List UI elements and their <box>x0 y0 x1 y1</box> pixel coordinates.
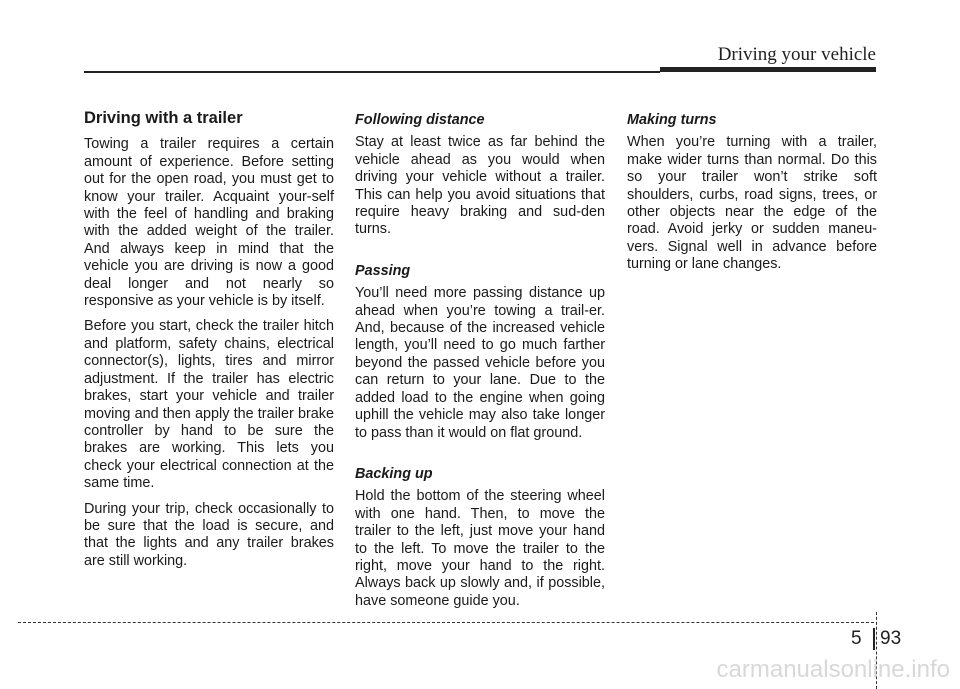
chapter-number: 5 <box>851 628 862 649</box>
paragraph: You’ll need more passing distance up ahead when you’re towing a trail-er. And, because of the increased vehicle length, you’ll need to go much farther beyond the passed vehicle before you can return to your lane. Due to the added load to the engine when going uphill the vehicle may also take longer to pass than it would on flat ground. <box>355 285 605 441</box>
paragraph: When you’re turning with a trailer, make wider turns than normal. Do this so your trailer won’t strike soft shoulders, curbs, road signs, trees, or other objects near the edge of the road. Avoid jerky or sudden maneu-vers. Signal well in advance before turning or lane changes. <box>627 134 877 273</box>
subsection-heading: Making turns <box>627 112 717 128</box>
header-rule-accent <box>660 67 876 72</box>
subsection-heading: Following distance <box>355 112 485 128</box>
paragraph: Stay at least twice as far behind the vehicle ahead as you would when driving your vehicle without a trailer. This can help you avoid situations that require heavy braking and sud-den turns. <box>355 134 605 238</box>
footer-rule <box>18 622 874 623</box>
paragraph: Towing a trailer requires a certain amount of experience. Before setting out for the open road, you must get to know your trailer. Acquaint your-self with the feel of handling and braking with the added weight of the trailer. And always keep in mind that the vehicle you are driving is now a good deal longer and not nearly so responsive as your vehicle is by itself. <box>84 136 334 310</box>
paragraph: During your trip, check occasionally to be sure that the load is secure, and that the lights and any trailer brakes are still working. <box>84 500 334 569</box>
column-1 <box>84 110 334 578</box>
page-header-title: Driving your vehicle <box>717 44 876 65</box>
subsection-heading: Passing <box>355 262 411 279</box>
subsection-heading: Backing up <box>355 465 433 482</box>
header-rule <box>84 71 660 73</box>
section-heading: Driving with a trailer <box>84 109 243 127</box>
paragraph: Before you start, check the trailer hitch and platform, safety chains, electrical connector(s), lights, tires and mirror adjustment. If the trailer has electric brakes, start your vehicle and trailer moving and then apply the trailer brake controller by hand to be sure the brakes are working. This lets you check your electrical connection at the same time. <box>84 318 334 492</box>
page-number-separator <box>873 628 875 650</box>
watermark: carmanualsonline.info <box>716 656 950 683</box>
paragraph: Hold the bottom of the steering wheel with one hand. Then, to move the trailer to the left, just move your hand to the left. To move the trailer to the right, move your hand to the right. Always back up slowly and, if possible, have someone guide you. <box>355 488 605 609</box>
page-number: 93 <box>880 628 902 649</box>
column-3 <box>627 112 877 298</box>
column-2 <box>355 112 605 634</box>
